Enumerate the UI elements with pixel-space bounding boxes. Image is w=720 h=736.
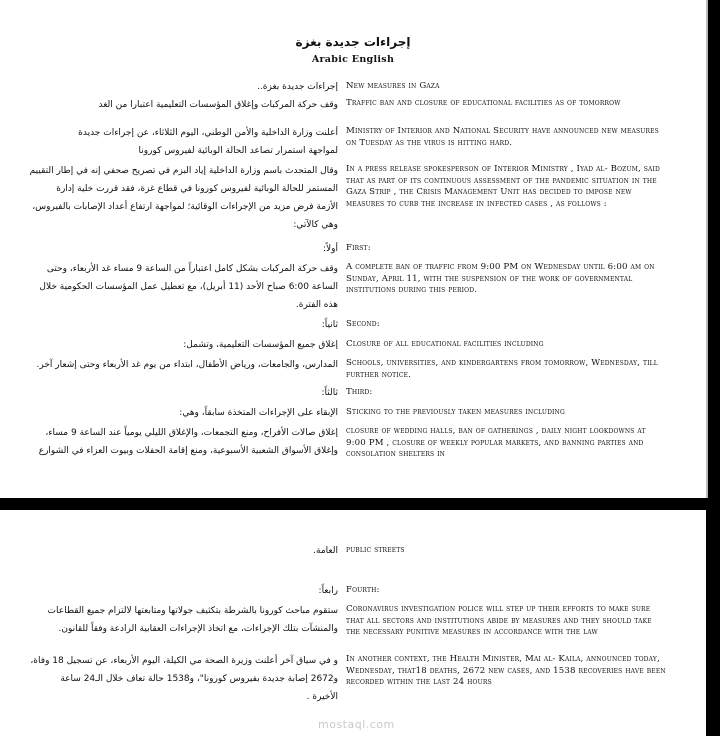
- arabic-text: إجراءات جديدة بغزة..: [257, 82, 338, 92]
- document-page-2: [0, 510, 706, 736]
- arabic-text: ستقوم مباحث كورونا بالشرطة بتكثيف جولاتها ومتابعتها لالتزام جميع القطاعات والمنشآت بتلك الإجراءات، مع اتخاذ الإجراءات العقابية الرادعة وفقاً للقانون.: [47, 606, 338, 634]
- arabic-text: ثالثاً:: [321, 388, 338, 398]
- english-text: Traffic ban and closure of educational facilities as of tomorrow: [346, 98, 621, 108]
- language-header: Arabic English: [311, 54, 395, 65]
- arabic-text: ثانياً:: [321, 320, 338, 330]
- arabic-text: و في سياق آخر أعلنت وزيرة الصحة مي الكيلة، اليوم الأربعاء، عن تسجيل 18 وفاة، و2672 إصابة جديدة بفيروس كورونا"، و1538 حالة تعاف خلال الـ24 ساعة الأخيرة .: [30, 656, 338, 702]
- english-text: Ministry of Interior and National Security have announced new measures on Tuesday as the virus is hitting hard.: [346, 126, 659, 148]
- arabic-text: المدارس، والجامعات، ورياض الأطفال، ابتداء من يوم غد الأربعاء وحتى إشعار آخر.: [36, 360, 338, 370]
- arabic-text: إغلاق صالات الأفراح، ومنع التجمعات، والإغلاق الليلي يومياً عند الساعة 9 مساء، وإغلاق الأسواق الشعبية الأسبوعية، ومنع إقامة الحفلات وبيوت العزاء في الشوارع: [38, 428, 338, 456]
- english-text: In a press release spokesperson of Interior Ministry , Iyad al- Bozum, said that as part of its continuous assessment of the pandemic situation in the Gaza Strip , the Crisis Management Unit has decided to impose new measures to curb the increase in infected cases , as follows :: [346, 164, 660, 209]
- arabic-text: وقف حركة المركبات وإغلاق المؤسسات التعليمية اعتبارا من الغد: [98, 100, 338, 110]
- arabic-text: رابعاً:: [318, 586, 338, 596]
- english-text: public streets: [346, 545, 405, 555]
- arabic-text: أعلنت وزارة الداخلية والأمن الوطني، اليوم الثلاثاء، عن إجراءات جديدة لمواجهة استمرار تصاعد الحالة الوبائية لفيروس كورونا: [78, 128, 338, 156]
- english-text: Third:: [346, 387, 373, 397]
- english-text: Closure of all educational facilities including: [346, 339, 544, 349]
- english-text: Fourth:: [346, 585, 380, 595]
- english-text: Second:: [346, 319, 380, 329]
- arabic-text: أولاً:: [322, 244, 338, 254]
- arabic-text: وقال المتحدث باسم وزارة الداخلية إياد البزم في تصريح صحفي إنه في إطار التقييم المستمر للحالة الوبائية لفيروس كورونا في قطاع غزة، فقد قررت خلية إدارة الأزمة فرض مزيد من الإجراءات الوقائية؛ لمواجهة ارتفاع أعداد الإصابات بالفيروس، وهي كالآتي:: [29, 166, 338, 230]
- english-text: Sticking to the previously taken measures including: [346, 407, 565, 417]
- english-text: In another context, the Health Minister, Mai al- Kaila, announced today, Wednesday, that18 deaths, 2672 new cases, and 1538 recoveries have been recorded within the last 24 hours: [346, 654, 666, 688]
- arabic-text: الإبقاء على الإجراءات المتخذة سابقاً، وهي:: [179, 408, 338, 418]
- arabic-text: وقف حركة المركبات بشكل كامل اعتباراً من الساعة 9 مساء غد الأربعاء، وحتى الساعة 6:00 صباح الأحد (11 أبريل)، مع تعطيل عمل المؤسسات الحكومية خلال هذه الفترة.: [39, 264, 338, 310]
- english-text: Schools, universities, and kindergartens from tomorrow, Wednesday, till further notice.: [346, 358, 658, 380]
- english-text: closure of wedding halls, ban of gatherings , daily night lookdowns at 9:00 PM , closure of weekly popular markets, and banning parties and consolation shelters in: [346, 426, 646, 460]
- english-text: Coronavirus investigation police will step up their efforts to make sure that all sectors and institutions abide by measures and they should take the necessary punitive measures in accordance with the law: [346, 604, 652, 638]
- arabic-text: إغلاق جميع المؤسسات التعليمية، وتشمل:: [183, 340, 338, 350]
- english-text: First:: [346, 243, 371, 253]
- english-text: A complete ban of traffic from 9:00 PM on Wednesday until 6:00 am on Sunday, April 11, with the suspension of the work of governmental institutions during this period.: [346, 262, 655, 296]
- document-title-arabic: إجراءات جديدة بغزة: [295, 35, 411, 49]
- english-text: New measures in Gaza: [346, 81, 440, 91]
- arabic-text: العامة.: [313, 546, 338, 556]
- watermark: mostaql.com: [318, 718, 395, 731]
